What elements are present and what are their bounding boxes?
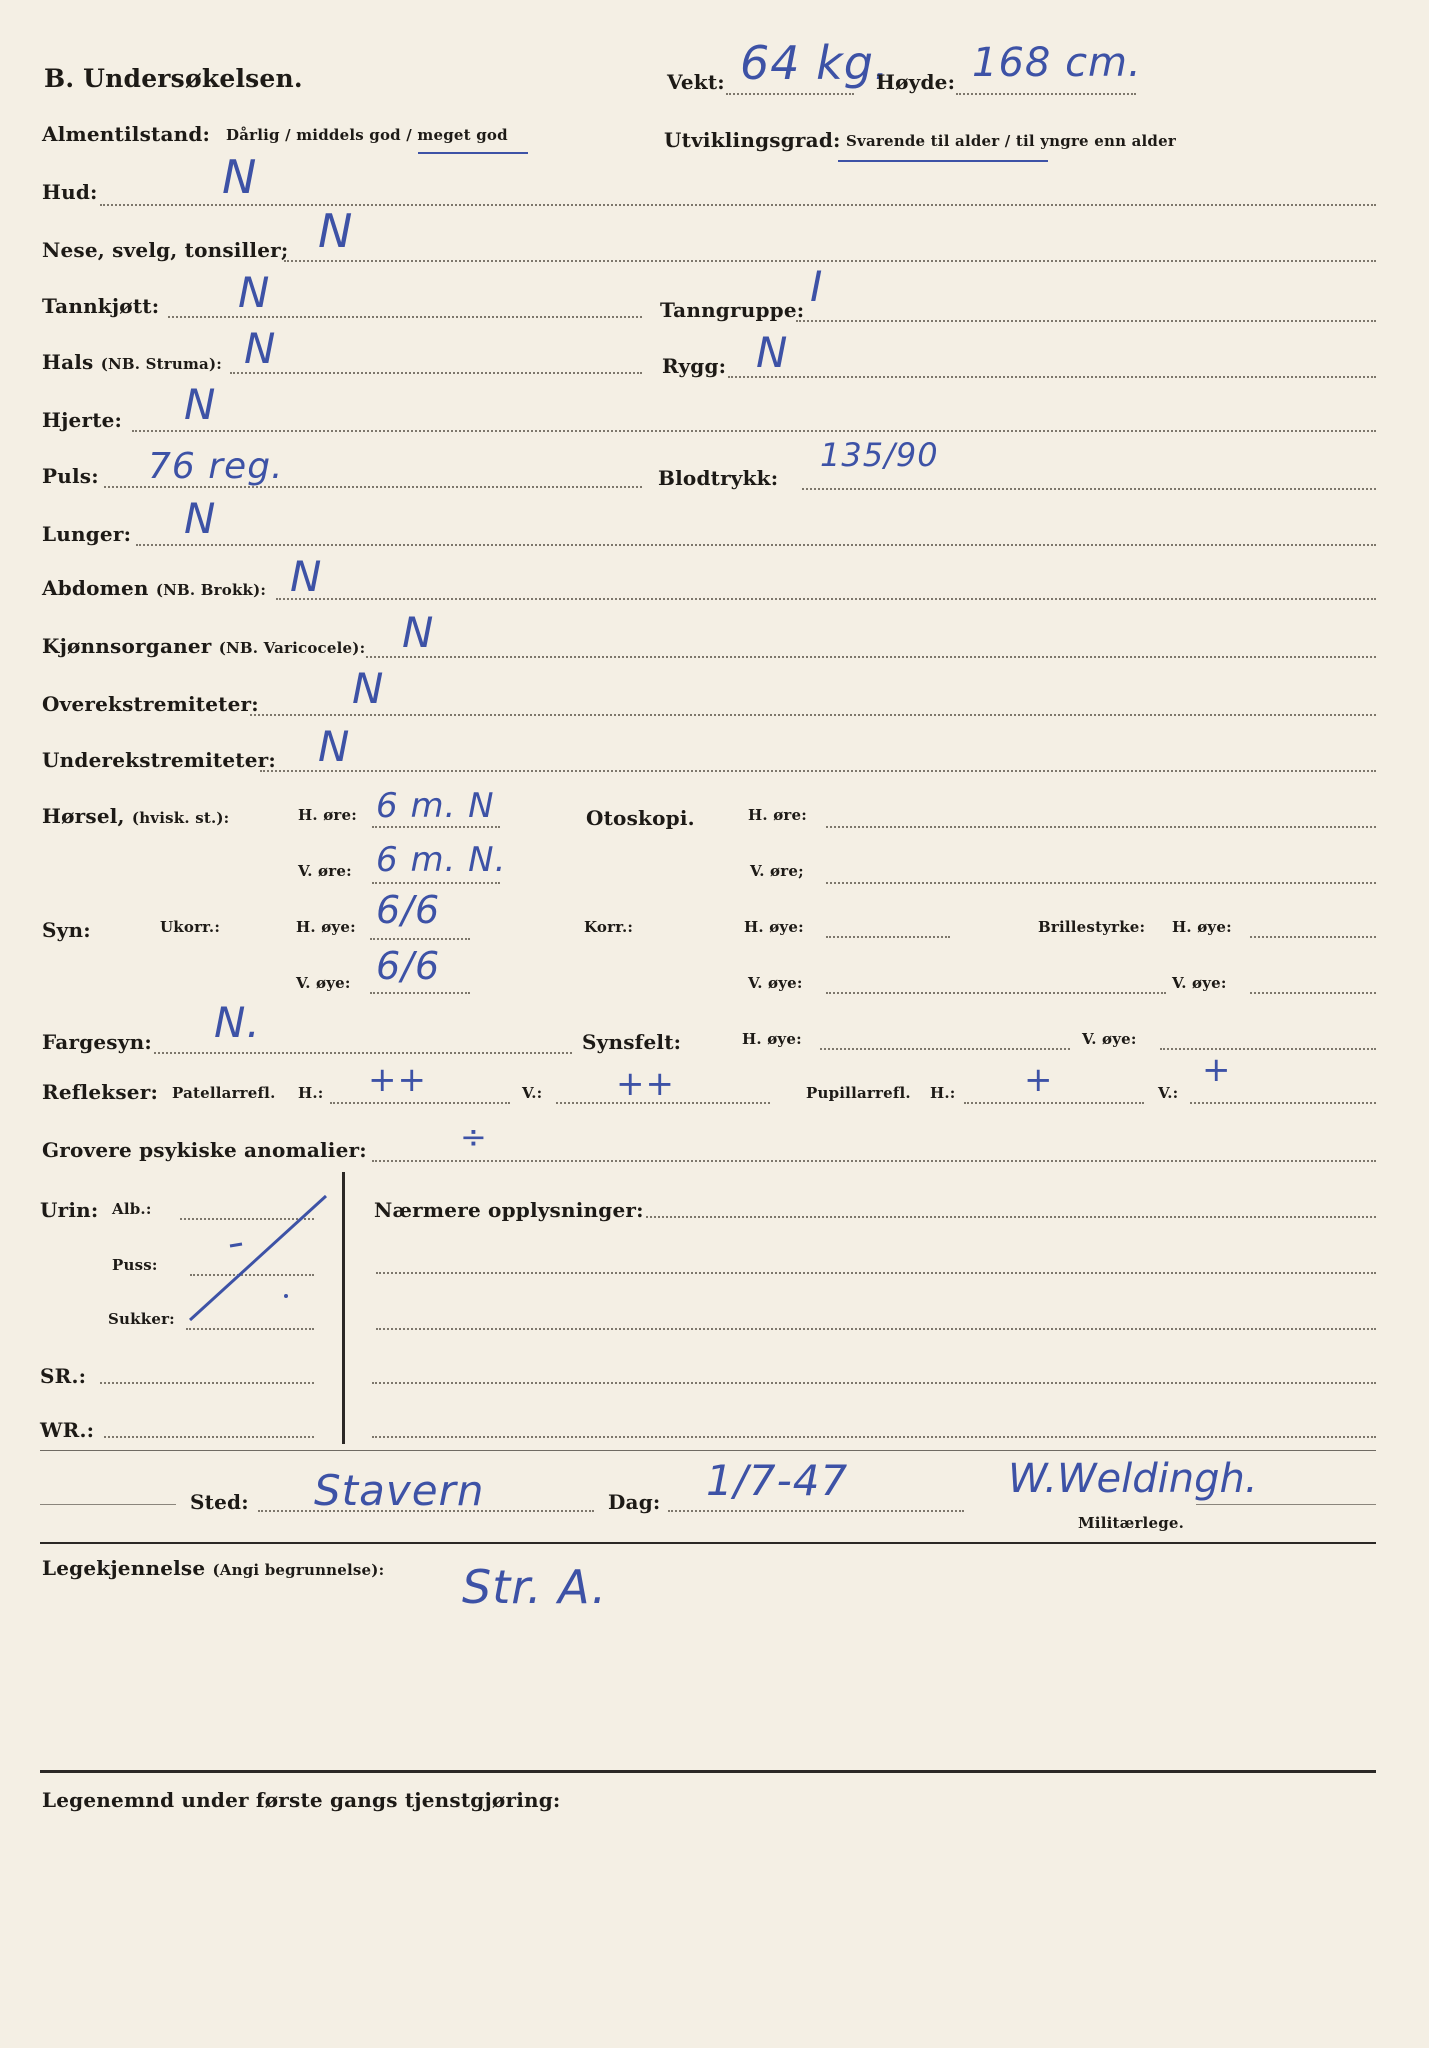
under-label: Underekstremiteter: — [42, 748, 276, 772]
puss-label: Puss: — [112, 1256, 158, 1274]
legekjennelse-value[interactable]: Str. A. — [462, 1560, 608, 1614]
tannkjott-label: Tannkjøtt: — [42, 294, 160, 318]
pat-v-value[interactable]: ++ — [616, 1064, 675, 1104]
legekjennelse-label-text: Legekjennelse — [42, 1556, 206, 1580]
fargesyn-label: Fargesyn: — [42, 1030, 152, 1054]
urin-label: Urin: — [40, 1198, 99, 1222]
pup-v-label: V.: — [1158, 1084, 1179, 1102]
syn-v-value[interactable]: 6/6 — [376, 944, 441, 988]
horsel-label-text: Hørsel, — [42, 804, 125, 828]
oto-v-line — [826, 882, 1376, 884]
hud-line — [100, 204, 1376, 206]
psykiske-label: Grovere psykiske anomalier: — [42, 1138, 367, 1162]
abdomen-label-text: Abdomen — [42, 576, 149, 600]
abdomen-value[interactable]: N — [290, 552, 323, 601]
legekjennelse-label — [42, 1556, 384, 1580]
fargesyn-value[interactable]: N. — [214, 998, 261, 1047]
korr-h-line — [826, 936, 950, 938]
v-ore-line — [372, 882, 500, 884]
pup-v-value[interactable]: + — [1202, 1050, 1232, 1090]
tanngruppe-label: Tanngruppe: — [660, 298, 805, 322]
hals-label-text: Hals — [42, 350, 94, 374]
brille-h-line — [1250, 936, 1376, 938]
syn-v-label: V. øye: — [296, 974, 351, 992]
naermere-line-4 — [372, 1382, 1376, 1384]
utviklingsgrad-label: Utviklingsgrad: — [664, 128, 841, 152]
almentilstand-options: Dårlig / middels god / meget god — [226, 126, 508, 144]
naermere-line-3 — [376, 1328, 1376, 1330]
reflekser-label: Reflekser: — [42, 1080, 159, 1104]
over-line — [250, 714, 1376, 716]
pup-h-line — [964, 1102, 1144, 1104]
psykiske-value[interactable]: ÷ — [460, 1118, 488, 1156]
urin-divider — [342, 1172, 345, 1444]
pat-h-label: H.: — [298, 1084, 324, 1102]
under-value[interactable]: N — [318, 722, 351, 771]
separator-line-2a — [40, 1504, 176, 1505]
almentilstand-label: Almentilstand: — [42, 122, 211, 146]
naermere-line-5 — [372, 1436, 1376, 1438]
fargesyn-line — [154, 1052, 572, 1054]
syn-h-value[interactable]: 6/6 — [376, 888, 441, 932]
rygg-line — [728, 376, 1376, 378]
horsel-label — [42, 804, 229, 828]
patellar-label: Patellarrefl. — [172, 1084, 276, 1102]
blodtrykk-label: Blodtrykk: — [658, 466, 779, 490]
tanngruppe-line — [796, 320, 1376, 322]
sted-value[interactable]: Stavern — [314, 1466, 485, 1515]
oto-h-line — [826, 826, 1376, 828]
kjonn-label-text: Kjønnsorganer — [42, 634, 212, 658]
lunger-label: Lunger: — [42, 522, 132, 546]
synsfelt-v-line — [1160, 1048, 1376, 1050]
abdomen-label — [42, 576, 266, 600]
naermere-line-1 — [646, 1216, 1376, 1218]
oto-h-label: H. øre: — [748, 806, 808, 824]
brille-h-label: H. øye: — [1172, 918, 1232, 936]
pup-v-line — [1190, 1102, 1376, 1104]
brille-v-label: V. øye: — [1172, 974, 1227, 992]
hud-label: Hud: — [42, 180, 98, 204]
tannkjott-line — [168, 316, 642, 318]
over-label: Overekstremiteter: — [42, 692, 259, 716]
wr-line — [104, 1436, 314, 1438]
sted-line — [258, 1510, 594, 1512]
h-ore-label: H. øre: — [298, 806, 358, 824]
syn-v-line — [370, 992, 470, 994]
kjonn-label — [42, 634, 365, 658]
alb-label: Alb.: — [112, 1200, 152, 1218]
psykiske-line — [372, 1160, 1376, 1162]
vekt-line — [726, 93, 854, 95]
brille-v-line — [1250, 992, 1376, 994]
nese-value[interactable]: N — [318, 204, 354, 258]
lunger-value[interactable]: N — [184, 494, 217, 543]
vekt-value[interactable]: 64 kg. — [740, 36, 890, 90]
wr-label: WR.: — [40, 1418, 95, 1442]
militaerlege-label: Militærlege. — [1078, 1514, 1185, 1532]
abdomen-line — [276, 598, 1376, 600]
blodtrykk-line — [802, 488, 1376, 490]
hoyde-value[interactable]: 168 cm. — [972, 40, 1142, 86]
synsfelt-h-line — [820, 1048, 1070, 1050]
pat-v-line — [556, 1102, 770, 1104]
nese-line — [284, 260, 1376, 262]
korr-h-label: H. øye: — [744, 918, 804, 936]
ukorr-label: Ukorr.: — [160, 918, 221, 936]
oto-v-label: V. øre; — [750, 862, 804, 880]
hals-line — [230, 372, 642, 374]
brille-label: Brillestyrke: — [1038, 918, 1146, 936]
hud-value[interactable]: N — [222, 150, 258, 204]
korr-v-line — [826, 992, 1166, 994]
rygg-label: Rygg: — [662, 354, 727, 378]
hals-note: (NB. Struma): — [100, 355, 223, 373]
sukker-label: Sukker: — [108, 1310, 175, 1328]
utviklingsgrad-underline — [838, 160, 1048, 162]
pat-v-label: V.: — [522, 1084, 543, 1102]
pat-h-value[interactable]: ++ — [368, 1060, 427, 1100]
hals-value[interactable]: N — [244, 324, 277, 373]
naermere-line-2 — [376, 1272, 1376, 1274]
dag-line — [668, 1510, 964, 1512]
dag-value[interactable]: 1/7-47 — [706, 1456, 849, 1505]
over-value[interactable]: N — [352, 664, 385, 713]
signature: W.Weldingh. — [1008, 1456, 1258, 1502]
kjonn-value[interactable]: N — [402, 608, 435, 657]
lunger-line — [136, 544, 1376, 546]
puls-label: Puls: — [42, 464, 99, 488]
sted-label: Sted: — [190, 1490, 249, 1514]
hals-label — [42, 350, 222, 374]
pupillar-label: Pupillarrefl. — [806, 1084, 911, 1102]
dag-label: Dag: — [608, 1490, 661, 1514]
nese-label: Nese, svelg, tonsiller; — [42, 238, 289, 262]
horsel-note: (hvisk. st.): — [131, 809, 230, 827]
tannkjott-value[interactable]: N — [238, 268, 271, 317]
legenemnd-label: Legenemnd under første gangs tjenstgjøring: — [42, 1788, 561, 1812]
form-title: B. Undersøkelsen. — [44, 64, 303, 93]
h-ore-line — [372, 826, 500, 828]
h-ore-value[interactable]: 6 m. N — [376, 786, 495, 826]
almentilstand-underline — [418, 152, 528, 154]
blodtrykk-value[interactable]: 135/90 — [820, 436, 939, 474]
abdomen-note: (NB. Brokk): — [155, 581, 267, 599]
under-line — [260, 770, 1376, 772]
kjonn-note: (NB. Varicocele): — [218, 639, 366, 657]
pat-h-line — [330, 1102, 510, 1104]
separator-line-1 — [40, 1450, 1376, 1451]
syn-h-line — [370, 938, 470, 940]
legekjennelse-note: (Angi begrunnelse): — [212, 1561, 385, 1579]
separator-line-3 — [40, 1542, 1376, 1544]
otoskopi-label: Otoskopi. — [586, 806, 695, 830]
tanngruppe-value[interactable]: I — [810, 262, 824, 311]
v-ore-value[interactable]: 6 m. N. — [376, 840, 507, 880]
hjerte-label: Hjerte: — [42, 408, 123, 432]
utviklingsgrad-options: Svarende til alder / til yngre enn alder — [846, 132, 1176, 150]
v-ore-label: V. øre: — [298, 862, 352, 880]
sr-label: SR.: — [40, 1364, 87, 1388]
korr-label: Korr.: — [584, 918, 634, 936]
rygg-value[interactable]: N — [756, 328, 789, 377]
syn-h-label: H. øye: — [296, 918, 356, 936]
synsfelt-h-label: H. øye: — [742, 1030, 802, 1048]
separator-line-2b — [1196, 1504, 1376, 1505]
hoyde-label: Høyde: — [876, 70, 956, 94]
pup-h-value[interactable]: + — [1024, 1060, 1054, 1100]
kjonn-line — [366, 656, 1376, 658]
separator-line-4 — [40, 1770, 1376, 1773]
korr-v-label: V. øye: — [748, 974, 803, 992]
syn-label: Syn: — [42, 918, 91, 942]
urin-strike-mark — [180, 1190, 330, 1330]
hjerte-value[interactable]: N — [184, 380, 217, 429]
synsfelt-label: Synsfelt: — [582, 1030, 682, 1054]
hjerte-line — [132, 430, 1376, 432]
hoyde-line — [956, 93, 1136, 95]
synsfelt-v-label: V. øye: — [1082, 1030, 1137, 1048]
puls-line — [104, 486, 642, 488]
naermere-label: Nærmere opplysninger: — [374, 1198, 644, 1222]
puls-value[interactable]: 76 reg. — [148, 446, 284, 487]
pup-h-label: H.: — [930, 1084, 956, 1102]
sr-line — [100, 1382, 314, 1384]
vekt-label: Vekt: — [667, 70, 725, 94]
